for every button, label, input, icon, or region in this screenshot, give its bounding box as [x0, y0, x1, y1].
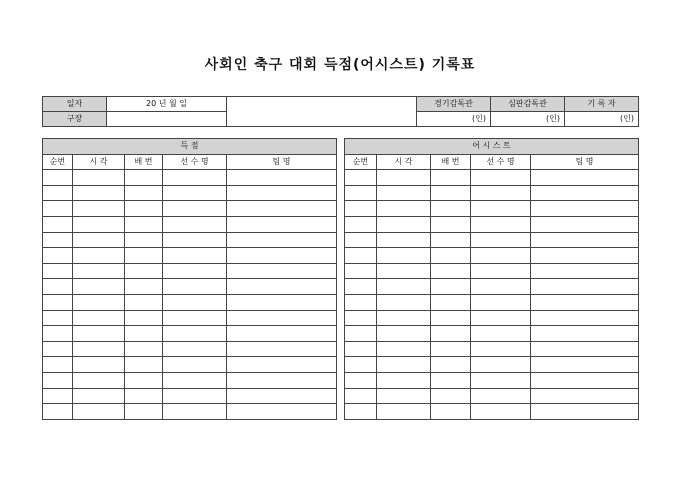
record-cell[interactable]	[531, 326, 639, 342]
record-cell[interactable]	[227, 357, 337, 373]
record-row	[43, 279, 337, 295]
record-cell[interactable]	[73, 248, 125, 264]
record-cell[interactable]	[377, 263, 431, 279]
record-cell[interactable]	[345, 216, 377, 232]
record-row	[345, 248, 639, 264]
column-header: 시 각	[377, 154, 431, 170]
record-cell[interactable]	[531, 263, 639, 279]
record-cell[interactable]	[43, 248, 73, 264]
column-header: 순번	[345, 154, 377, 170]
record-cell[interactable]	[377, 232, 431, 248]
record-row	[43, 216, 337, 232]
record-cell[interactable]	[377, 341, 431, 357]
record-cell[interactable]	[345, 232, 377, 248]
supervisor-seal[interactable]: (인)	[417, 112, 491, 127]
record-row	[345, 404, 639, 420]
record-cell[interactable]	[531, 310, 639, 326]
assist-header: 어 시 스 트	[345, 139, 639, 155]
record-cell[interactable]	[431, 232, 471, 248]
record-cell[interactable]	[125, 263, 163, 279]
record-cell[interactable]	[471, 341, 531, 357]
date-label: 일자	[43, 97, 107, 112]
record-cell[interactable]	[125, 388, 163, 404]
record-row	[345, 170, 639, 186]
record-cell[interactable]	[345, 248, 377, 264]
record-cell[interactable]	[125, 232, 163, 248]
record-cell[interactable]	[125, 326, 163, 342]
record-cell[interactable]	[125, 248, 163, 264]
record-cell[interactable]	[43, 404, 73, 420]
record-cell[interactable]	[431, 279, 471, 295]
record-cell[interactable]	[227, 326, 337, 342]
record-cell[interactable]	[471, 404, 531, 420]
record-cell[interactable]	[163, 279, 227, 295]
record-cell[interactable]	[43, 232, 73, 248]
record-row	[345, 294, 639, 310]
record-cell[interactable]	[43, 341, 73, 357]
record-cell[interactable]	[163, 216, 227, 232]
record-cell[interactable]	[531, 372, 639, 388]
record-cell[interactable]	[345, 185, 377, 201]
record-row	[43, 404, 337, 420]
record-cell[interactable]	[431, 388, 471, 404]
column-header: 선 수 명	[471, 154, 531, 170]
record-cell[interactable]	[43, 310, 73, 326]
record-cell[interactable]	[471, 248, 531, 264]
record-cell[interactable]	[227, 248, 337, 264]
record-cell[interactable]	[73, 185, 125, 201]
record-cell[interactable]	[125, 404, 163, 420]
supervisor-label: 경기감독관	[417, 97, 491, 112]
record-cell[interactable]	[163, 248, 227, 264]
record-cell[interactable]	[227, 372, 337, 388]
record-row	[345, 263, 639, 279]
record-row	[43, 294, 337, 310]
record-cell[interactable]	[531, 216, 639, 232]
record-cell[interactable]	[377, 248, 431, 264]
record-cell[interactable]	[471, 294, 531, 310]
record-cell[interactable]	[43, 201, 73, 217]
record-cell[interactable]	[125, 201, 163, 217]
record-cell[interactable]	[73, 263, 125, 279]
record-row	[43, 372, 337, 388]
record-cell[interactable]	[73, 310, 125, 326]
record-cell[interactable]	[531, 341, 639, 357]
record-cell[interactable]	[163, 263, 227, 279]
record-row	[345, 326, 639, 342]
record-cell[interactable]	[377, 170, 431, 186]
record-cell[interactable]	[377, 357, 431, 373]
record-cell[interactable]	[431, 185, 471, 201]
referee-seal[interactable]: (인)	[491, 112, 565, 127]
record-cell[interactable]	[531, 201, 639, 217]
record-cell[interactable]	[73, 326, 125, 342]
record-cell[interactable]	[43, 294, 73, 310]
record-cell[interactable]	[227, 279, 337, 295]
record-cell[interactable]	[471, 216, 531, 232]
record-cell[interactable]	[125, 294, 163, 310]
record-cell[interactable]	[431, 357, 471, 373]
record-cell[interactable]	[163, 341, 227, 357]
record-row	[43, 201, 337, 217]
record-cell[interactable]	[471, 263, 531, 279]
record-row	[345, 279, 639, 295]
record-cell[interactable]	[227, 294, 337, 310]
record-cell[interactable]	[43, 170, 73, 186]
record-row	[43, 185, 337, 201]
record-cell[interactable]	[531, 279, 639, 295]
record-cell[interactable]	[471, 357, 531, 373]
record-cell[interactable]	[345, 341, 377, 357]
record-cell[interactable]	[345, 326, 377, 342]
record-cell[interactable]	[471, 185, 531, 201]
record-row	[345, 201, 639, 217]
record-cell[interactable]	[431, 170, 471, 186]
record-row	[345, 341, 639, 357]
scoring-header: 득 점	[43, 139, 337, 155]
record-cell[interactable]	[125, 185, 163, 201]
record-cell[interactable]	[43, 372, 73, 388]
record-cell[interactable]	[125, 279, 163, 295]
date-value[interactable]: 20 년 월 일	[107, 97, 227, 112]
record-cell[interactable]	[163, 170, 227, 186]
record-cell[interactable]	[73, 216, 125, 232]
record-cell[interactable]	[163, 310, 227, 326]
record-cell[interactable]	[73, 294, 125, 310]
info-table	[42, 96, 639, 127]
record-cell[interactable]	[43, 388, 73, 404]
record-cell[interactable]	[377, 404, 431, 420]
record-cell[interactable]	[377, 326, 431, 342]
record-cell[interactable]	[73, 388, 125, 404]
record-cell[interactable]	[377, 294, 431, 310]
record-cell[interactable]	[531, 170, 639, 186]
record-row	[345, 357, 639, 373]
record-cell[interactable]	[227, 201, 337, 217]
record-cell[interactable]	[163, 388, 227, 404]
record-cell[interactable]	[73, 201, 125, 217]
record-cell[interactable]	[73, 357, 125, 373]
record-cell[interactable]	[345, 263, 377, 279]
record-cell[interactable]	[163, 404, 227, 420]
record-row	[43, 326, 337, 342]
record-cell[interactable]	[431, 341, 471, 357]
record-cell[interactable]	[531, 404, 639, 420]
record-cell[interactable]	[345, 170, 377, 186]
record-cell[interactable]	[377, 216, 431, 232]
record-cell[interactable]	[125, 310, 163, 326]
record-cell[interactable]	[163, 201, 227, 217]
column-header: 팀 명	[531, 154, 639, 170]
record-cell[interactable]	[345, 279, 377, 295]
record-cell[interactable]	[125, 372, 163, 388]
record-cell[interactable]	[471, 388, 531, 404]
record-cell[interactable]	[43, 263, 73, 279]
record-cell[interactable]	[431, 326, 471, 342]
record-row	[43, 248, 337, 264]
record-cell[interactable]	[227, 232, 337, 248]
record-cell[interactable]	[125, 341, 163, 357]
record-cell[interactable]	[43, 185, 73, 201]
record-cell[interactable]	[431, 294, 471, 310]
record-cell[interactable]	[73, 404, 125, 420]
record-cell[interactable]	[345, 294, 377, 310]
record-cell[interactable]	[163, 326, 227, 342]
record-cell[interactable]	[163, 357, 227, 373]
record-row	[43, 232, 337, 248]
record-cell[interactable]	[227, 388, 337, 404]
record-cell[interactable]	[471, 326, 531, 342]
record-cell[interactable]	[345, 388, 377, 404]
record-cell[interactable]	[227, 170, 337, 186]
record-cell[interactable]	[377, 279, 431, 295]
record-row	[345, 310, 639, 326]
record-cell[interactable]	[73, 279, 125, 295]
column-header: 배 번	[125, 154, 163, 170]
record-cell[interactable]	[431, 201, 471, 217]
record-cell[interactable]	[43, 279, 73, 295]
record-cell[interactable]	[471, 232, 531, 248]
record-cell[interactable]	[345, 357, 377, 373]
record-cell[interactable]	[163, 372, 227, 388]
venue-label: 구장	[43, 112, 107, 127]
record-cell[interactable]	[73, 341, 125, 357]
record-cell[interactable]	[431, 263, 471, 279]
record-cell[interactable]	[43, 326, 73, 342]
record-row	[43, 388, 337, 404]
column-header: 팀 명	[227, 154, 337, 170]
record-cell[interactable]	[431, 404, 471, 420]
record-cell[interactable]	[531, 248, 639, 264]
record-cell[interactable]	[431, 248, 471, 264]
record-row	[345, 216, 639, 232]
column-header: 순번	[43, 154, 73, 170]
record-cell[interactable]	[73, 170, 125, 186]
record-cell[interactable]	[531, 357, 639, 373]
record-cell[interactable]	[377, 185, 431, 201]
record-cell[interactable]	[377, 388, 431, 404]
record-row	[43, 263, 337, 279]
record-cell[interactable]	[471, 372, 531, 388]
record-row	[43, 341, 337, 357]
record-cell[interactable]	[43, 216, 73, 232]
recorder-label: 기 록 자	[565, 97, 639, 112]
record-row	[345, 388, 639, 404]
record-cell[interactable]	[125, 216, 163, 232]
record-cell[interactable]	[125, 170, 163, 186]
record-cell[interactable]	[431, 310, 471, 326]
record-row	[43, 170, 337, 186]
record-cell[interactable]	[377, 201, 431, 217]
column-header: 시 각	[73, 154, 125, 170]
record-row	[345, 372, 639, 388]
record-cell[interactable]	[431, 372, 471, 388]
record-cell[interactable]	[531, 232, 639, 248]
record-cell[interactable]	[471, 279, 531, 295]
record-cell[interactable]	[471, 170, 531, 186]
record-cell[interactable]	[345, 372, 377, 388]
record-cell[interactable]	[345, 310, 377, 326]
recorder-seal[interactable]: (인)	[565, 112, 639, 127]
record-cell[interactable]	[377, 372, 431, 388]
record-row	[43, 310, 337, 326]
record-cell[interactable]	[531, 294, 639, 310]
record-cell[interactable]	[163, 185, 227, 201]
record-cell[interactable]	[345, 404, 377, 420]
record-cell[interactable]	[227, 404, 337, 420]
record-cell[interactable]	[227, 263, 337, 279]
record-row	[345, 232, 639, 248]
record-cell[interactable]	[125, 357, 163, 373]
referee-label: 심판감독관	[491, 97, 565, 112]
record-cell[interactable]	[163, 232, 227, 248]
scoring-table	[42, 138, 337, 420]
record-cell[interactable]	[43, 357, 73, 373]
record-cell[interactable]	[73, 372, 125, 388]
record-cell[interactable]	[471, 201, 531, 217]
record-cell[interactable]	[345, 201, 377, 217]
record-cell[interactable]	[531, 185, 639, 201]
record-cell[interactable]	[227, 341, 337, 357]
assist-table	[344, 138, 639, 420]
venue-value[interactable]	[107, 112, 227, 127]
record-row	[43, 357, 337, 373]
record-cell[interactable]	[377, 310, 431, 326]
record-cell[interactable]	[227, 310, 337, 326]
column-header: 배 번	[431, 154, 471, 170]
record-cell[interactable]	[227, 185, 337, 201]
record-row	[345, 185, 639, 201]
record-cell[interactable]	[227, 216, 337, 232]
record-cell[interactable]	[531, 388, 639, 404]
document-title: 사회인 축구 대회 득점(어시스트) 기록표	[204, 57, 476, 73]
column-header: 선 수 명	[163, 154, 227, 170]
record-cell[interactable]	[471, 310, 531, 326]
blank-cell	[227, 97, 417, 127]
record-cell[interactable]	[73, 232, 125, 248]
record-cell[interactable]	[431, 216, 471, 232]
record-cell[interactable]	[163, 294, 227, 310]
